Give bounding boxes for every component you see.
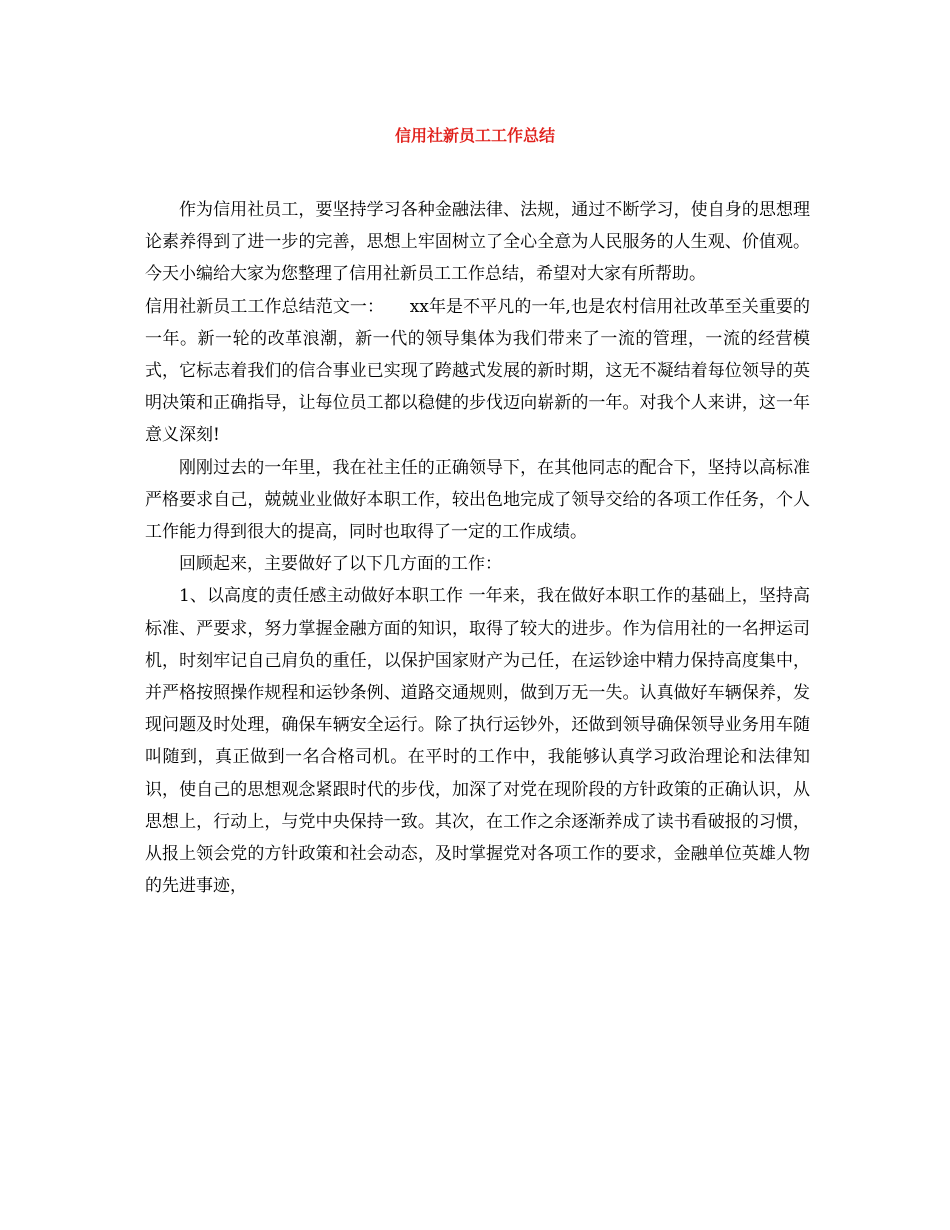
paragraph-point-one: 1、以高度的责任感主动做好本职工作 一年来，我在做好本职工作的基础上，坚持高标准、严要求，努力掌握金融方面的知识，取得了较大的进步。作为信用社的一名押运司机，时刻牢记自己肩负的重任，以保护国家财产为己任，在运钞途中精力保持高度集中，并严格按照操作规程和运钞条例、道路交通规则，做到万无一失。认真做好车辆保养，发现问题及时处理，确保车辆安全运行。除了执行运钞外，还做到领导确保领导业务用车随叫随到，真正做到一名合格司机。在平时的工作中，我能够认真学习政治理论和法律知识，使自己的思想观念紧跟时代的步伐，加深了对党在现阶段的方针政策的正确认识，从思想上，行动上，与党中央保持一致。其次，在工作之余逐渐养成了读书看破报的习惯，从报上领会党的方针政策和社会动态，及时掌握党对各项工作的要求，金融单位英雄人物的先进事迹， (145, 586, 810, 897)
document-body (145, 194, 810, 902)
paragraph-intro: 作为信用社员工，要坚持学习各种金融法律、法规，通过不断学习，使自身的思想理论素养得到了进一步的完善，思想上牢固树立了全心全意为人民服务的人生观、价值观。今天小编给大家为您整理了信用社新员工工作总结，希望对大家有所帮助。 (145, 200, 810, 285)
document-title: 信用社新员工工作总结 (394, 126, 555, 145)
paragraph-review: 回顾起来，主要做好了以下几方面的工作： (179, 554, 502, 575)
paragraph-sample-one: 信用社新员工工作总结范文一： xx年是不平凡的一年,也是农村信用社改革至关重要的一年。新一轮的改革浪潮，新一代的领导集体为我们带来了一流的管理，一流的经营模式，它标志着我们的信合事业已实现了跨越式发展的新时期，这无不凝结着每位领导的英明决策和正确指导，让每位员工都以稳健的步伐迈向崭新的一年。对我个人来讲，这一年意义深刻! (145, 296, 810, 446)
paragraph-past-year: 刚刚过去的一年里，我在社主任的正确领导下，在其他同志的配合下，坚持以高标准严格要求自己，兢兢业业做好本职工作，较出色地完成了领导交给的各项工作任务，个人工作能力得到很大的提高，同时也取得了一定的工作成绩。 (145, 457, 810, 543)
